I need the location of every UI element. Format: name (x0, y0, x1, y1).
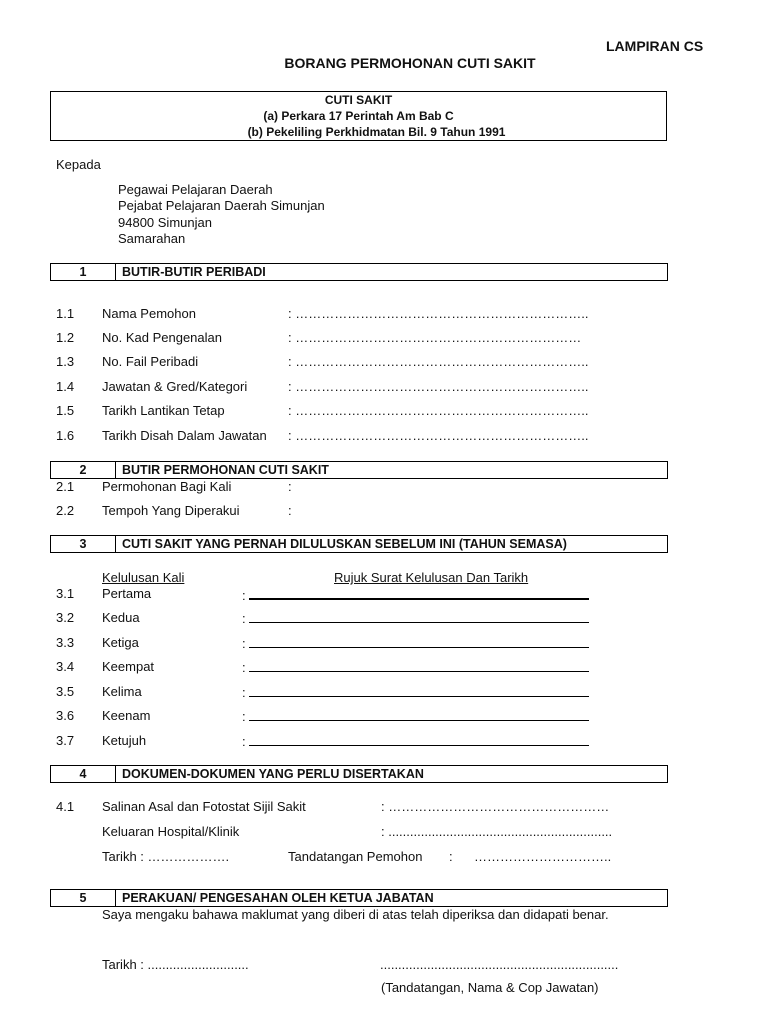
colon: : (242, 588, 246, 603)
section-title: DOKUMEN-DOKUMEN YANG PERLU DISERTAKAN (122, 767, 424, 781)
item-number: 1.6 (56, 428, 75, 443)
tarikh-field[interactable]: Tarikh : ............................ (102, 957, 249, 972)
field-label-nama-pemohon: Nama Pemohon (102, 306, 196, 321)
signature-label: Tandatangan Pemohon (288, 849, 423, 864)
certification-statement: Saya mengaku bahawa maklumat yang diberi di atas telah diperiksa dan didapati benar. (102, 907, 609, 922)
item-number: 1.4 (56, 379, 75, 394)
section-3-header (50, 535, 668, 553)
item-number: 2.1 (56, 479, 75, 494)
section-title: BUTIR PERMOHONAN CUTI SAKIT (122, 463, 329, 477)
document-label-sijil: Salinan Asal dan Fotostat Sijil Sakit (102, 799, 306, 814)
reference-line-1: CUTI SAKIT (324, 93, 393, 107)
item-number: 1.5 (56, 403, 75, 418)
underline-field[interactable] (249, 708, 589, 721)
section-1-header (50, 263, 668, 281)
approval-label: Keenam (102, 708, 151, 723)
column-header-kelulusan: Kelulusan Kali (102, 570, 185, 585)
addressee-line: Pejabat Pelajaran Daerah Simunjan (118, 198, 325, 213)
approval-label: Ketiga (102, 635, 139, 650)
fill-in-line[interactable]: : …………………………………………… (381, 799, 610, 814)
section-number: 3 (51, 536, 116, 552)
section-title: BUTIR-BUTIR PERIBADI (122, 265, 266, 279)
reference-box (50, 91, 667, 141)
fill-in-colon[interactable]: : (288, 503, 292, 518)
signature-fill-line[interactable]: .................................................................. (380, 957, 619, 972)
field-label-jawatan: Jawatan & Gred/Kategori (102, 379, 248, 394)
fill-in-line[interactable]: : ………………………………………………………….. (288, 306, 589, 321)
fill-in-line[interactable]: : .............................................................. (381, 824, 613, 839)
section-number: 2 (51, 462, 116, 478)
fill-in-line[interactable]: : ………………………………………………………… (288, 330, 582, 345)
signature-caption: (Tandatangan, Nama & Cop Jawatan) (381, 980, 599, 995)
fill-in-colon[interactable]: : (288, 479, 292, 494)
column-header-rujuk: Rujuk Surat Kelulusan Dan Tarikh (334, 570, 529, 585)
approval-field[interactable] (242, 586, 589, 603)
colon: : (449, 849, 453, 864)
colon: : (242, 709, 246, 724)
item-number: 3.4 (56, 659, 75, 674)
approval-field[interactable] (242, 684, 589, 700)
field-label-tarikh-lantikan: Tarikh Lantikan Tetap (102, 403, 225, 418)
colon: : (242, 685, 246, 700)
section-number: 4 (51, 766, 116, 782)
kepada-label: Kepada (56, 157, 101, 172)
approval-field[interactable] (242, 733, 589, 749)
colon: : (242, 660, 246, 675)
underline-field[interactable] (249, 733, 589, 746)
underline-field[interactable] (249, 684, 589, 697)
approval-label: Kelima (102, 684, 142, 699)
approval-field[interactable] (242, 635, 589, 651)
approval-label: Pertama (102, 586, 152, 601)
colon: : (242, 611, 246, 626)
approval-field[interactable] (242, 659, 589, 675)
appendix-label: LAMPIRAN CS (606, 38, 704, 54)
item-number: 3.3 (56, 635, 75, 650)
colon: : (242, 636, 246, 651)
field-label-permohonan-kali: Permohonan Bagi Kali (102, 479, 232, 494)
colon: : (242, 734, 246, 749)
underline-field[interactable] (249, 635, 589, 648)
tarikh-field[interactable]: Tarikh : ………………. (102, 849, 230, 864)
field-label-kad-pengenalan: No. Kad Pengenalan (102, 330, 222, 345)
fill-in-line[interactable]: : ………………………………………………………….. (288, 428, 589, 443)
document-label-hospital: Keluaran Hospital/Klinik (102, 824, 240, 839)
item-number: 3.7 (56, 733, 75, 748)
underline-field[interactable] (249, 659, 589, 672)
item-number: 3.1 (56, 586, 75, 601)
section-4-header (50, 765, 668, 783)
addressee-line: 94800 Simunjan (118, 215, 212, 230)
addressee-line: Samarahan (118, 231, 186, 246)
approval-label: Keempat (102, 659, 155, 674)
signature-fill-line[interactable]: ………………………….. (474, 849, 612, 864)
item-number: 3.6 (56, 708, 75, 723)
underline-field[interactable] (249, 586, 589, 600)
field-label-tempoh: Tempoh Yang Diperakui (102, 503, 240, 518)
addressee-line: Pegawai Pelajaran Daerah (118, 182, 273, 197)
section-number: 1 (51, 264, 116, 280)
item-number: 3.2 (56, 610, 75, 625)
fill-in-line[interactable]: : ………………………………………………………….. (288, 403, 589, 418)
section-title: CUTI SAKIT YANG PERNAH DILULUSKAN SEBELUM INI (TAHUN SEMASA) (122, 537, 567, 551)
approval-field[interactable] (242, 708, 589, 724)
underline-field[interactable] (249, 610, 589, 623)
section-title: PERAKUAN/ PENGESAHAN OLEH KETUA JABATAN (122, 891, 434, 905)
section-2-header (50, 461, 668, 479)
field-label-tarikh-disah: Tarikh Disah Dalam Jawatan (102, 428, 267, 443)
reference-line-2: (a) Perkara 17 Perintah Am Bab C (263, 109, 454, 123)
fill-in-line[interactable]: : ………………………………………………………….. (288, 379, 589, 394)
form-title: BORANG PERMOHONAN CUTI SAKIT (284, 55, 536, 71)
item-number: 1.2 (56, 330, 75, 345)
fill-in-line[interactable]: : ………………………………………………………….. (288, 354, 589, 369)
field-label-fail-peribadi: No. Fail Peribadi (102, 354, 199, 369)
reference-line-3: (b) Pekeliling Perkhidmatan Bil. 9 Tahun 1991 (247, 125, 506, 139)
approval-label: Kedua (102, 610, 140, 625)
item-number: 1.3 (56, 354, 75, 369)
item-number: 1.1 (56, 306, 75, 321)
section-5-header (50, 889, 668, 907)
item-number: 3.5 (56, 684, 75, 699)
section-number: 5 (51, 890, 116, 906)
item-number: 2.2 (56, 503, 75, 518)
approval-label: Ketujuh (102, 733, 147, 748)
item-number: 4.1 (56, 799, 75, 814)
approval-field[interactable] (242, 610, 589, 626)
